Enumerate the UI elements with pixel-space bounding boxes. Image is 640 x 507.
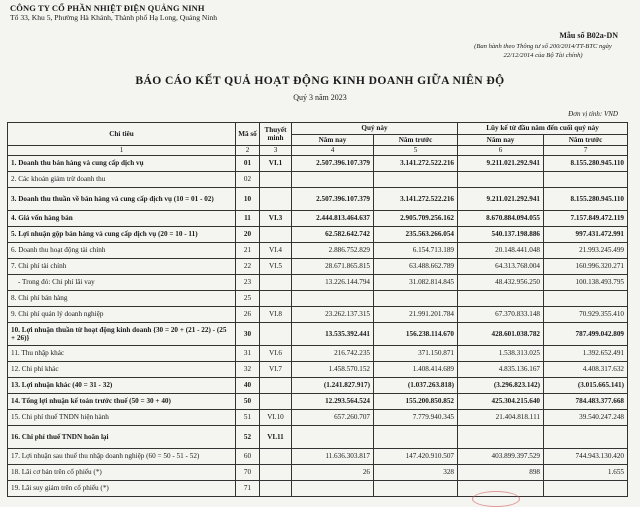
value-ytd-previous [544, 481, 628, 497]
row-note [260, 481, 292, 497]
row-label: 4. Giá vốn hàng bán [8, 211, 236, 227]
value-ytd-previous [544, 291, 628, 307]
row-label: 5. Lợi nhuận gộp bán hàng và cung cấp dịch vụ (20 = 10 - 11) [8, 227, 236, 243]
value-quarter-previous: 371.150.871 [374, 346, 458, 362]
value-quarter-previous: (1.037.263.818) [374, 378, 458, 394]
value-ytd-current: 428.601.038.782 [458, 323, 544, 346]
value-quarter-current [292, 481, 374, 497]
col-header-y-now: Năm nay [458, 134, 544, 146]
row-note: VI.8 [260, 307, 292, 323]
row-code: 50 [236, 394, 260, 410]
value-ytd-previous [544, 172, 628, 188]
row-note: VI.4 [260, 243, 292, 259]
value-ytd-previous: 160.996.320.271 [544, 259, 628, 275]
value-quarter-previous: 147.420.910.507 [374, 449, 458, 465]
value-ytd-current: 898 [458, 465, 544, 481]
value-quarter-previous: 21.991.201.784 [374, 307, 458, 323]
row-note: VI.1 [260, 156, 292, 172]
value-quarter-previous: 3.141.272.522.216 [374, 156, 458, 172]
row-label: 19. Lãi suy giảm trên cổ phiếu (*) [8, 481, 236, 497]
value-quarter-previous: 2.905.709.256.162 [374, 211, 458, 227]
row-label: 9. Chi phí quản lý doanh nghiệp [8, 307, 236, 323]
value-ytd-current: 8.670.884.094.055 [458, 211, 544, 227]
row-label: 11. Thu nhập khác [8, 346, 236, 362]
row-note: VI.11 [260, 426, 292, 449]
row-note [260, 394, 292, 410]
row-label: 16. Chi phí thuế TNDN hoãn lại [8, 426, 236, 449]
value-quarter-current: 26 [292, 465, 374, 481]
value-quarter-previous [374, 481, 458, 497]
table-row [8, 291, 628, 307]
row-code: 22 [236, 259, 260, 275]
value-ytd-current: 1.538.313.025 [458, 346, 544, 362]
row-note [260, 449, 292, 465]
value-quarter-current: 62.582.642.742 [292, 227, 374, 243]
row-label: 1. Doanh thu bán hàng và cung cấp dịch vụ [8, 156, 236, 172]
value-ytd-current: 540.137.198.886 [458, 227, 544, 243]
row-code: 23 [236, 275, 260, 291]
value-ytd-previous: 39.540.247.248 [544, 410, 628, 426]
row-note [260, 227, 292, 243]
row-note: VI.3 [260, 211, 292, 227]
col-header-q-now: Năm nay [292, 134, 374, 146]
value-ytd-current: 403.899.397.529 [458, 449, 544, 465]
value-quarter-previous: 31.082.814.845 [374, 275, 458, 291]
row-label: 17. Lợi nhuận sau thuế thu nhập doanh nghiệp (60 = 50 - 51 - 52) [8, 449, 236, 465]
value-quarter-current: 2.444.813.464.637 [292, 211, 374, 227]
value-ytd-current [458, 291, 544, 307]
row-code: 20 [236, 227, 260, 243]
value-ytd-previous: 997.431.472.991 [544, 227, 628, 243]
company-address: Tổ 33, Khu 5, Phường Hà Khánh, Thành phố Hạ Long, Quảng Ninh [10, 13, 218, 22]
col-index: 6 [458, 146, 544, 156]
value-ytd-current: 425.304.215.640 [458, 394, 544, 410]
row-code: 21 [236, 243, 260, 259]
value-ytd-previous: 70.929.355.410 [544, 307, 628, 323]
value-quarter-previous: 7.779.940.345 [374, 410, 458, 426]
value-ytd-previous: 21.993.245.499 [544, 243, 628, 259]
value-quarter-previous: 328 [374, 465, 458, 481]
row-note: VI.10 [260, 410, 292, 426]
col-header-chi-tieu: Chỉ tiêu [8, 123, 236, 146]
income-statement-table [7, 122, 628, 497]
row-code: 60 [236, 449, 260, 465]
column-index-row [8, 146, 628, 156]
row-code: 11 [236, 211, 260, 227]
col-header-ma-so: Mã số [236, 123, 260, 146]
value-quarter-current: 13.535.392.441 [292, 323, 374, 346]
row-note [260, 465, 292, 481]
table-row [8, 449, 628, 465]
row-note [260, 188, 292, 211]
table-row [8, 156, 628, 172]
table-row [8, 378, 628, 394]
row-code: 01 [236, 156, 260, 172]
row-label: 10. Lợi nhuận thuần từ hoạt động kinh doanh {30 = 20 + (21 - 22) - (25 + 26)} [8, 323, 236, 346]
row-code: 70 [236, 465, 260, 481]
row-code: 51 [236, 410, 260, 426]
red-stamp-mark [472, 491, 520, 507]
col-header-q-prev: Năm trước [374, 134, 458, 146]
row-note [260, 275, 292, 291]
value-quarter-previous [374, 426, 458, 449]
value-ytd-current: 9.211.021.292.941 [458, 156, 544, 172]
col-header-quy-nay: Quý này [292, 123, 458, 135]
value-quarter-current: 2.507.396.107.379 [292, 156, 374, 172]
col-index: 1 [8, 146, 236, 156]
row-label: - Trong đó: Chi phí lãi vay [8, 275, 236, 291]
value-quarter-current: 28.671.865.815 [292, 259, 374, 275]
table-row [8, 410, 628, 426]
value-ytd-current: 64.313.768.004 [458, 259, 544, 275]
value-quarter-previous [374, 172, 458, 188]
row-label: 12. Chi phí khác [8, 362, 236, 378]
table-row [8, 307, 628, 323]
value-quarter-previous: 1.408.414.689 [374, 362, 458, 378]
value-quarter-current: 13.226.144.794 [292, 275, 374, 291]
value-ytd-previous: 7.157.849.472.119 [544, 211, 628, 227]
row-note: VI.5 [260, 259, 292, 275]
row-label: 7. Chi phí tài chính [8, 259, 236, 275]
value-ytd-previous: 4.408.317.632 [544, 362, 628, 378]
col-index: 5 [374, 146, 458, 156]
row-note: VI.6 [260, 346, 292, 362]
col-index: 4 [292, 146, 374, 156]
table-row [8, 243, 628, 259]
row-note [260, 378, 292, 394]
value-ytd-previous: 744.943.130.420 [544, 449, 628, 465]
value-quarter-previous: 156.238.114.670 [374, 323, 458, 346]
value-ytd-previous: 787.499.042.809 [544, 323, 628, 346]
value-ytd-current [458, 172, 544, 188]
value-quarter-previous [374, 291, 458, 307]
table-row [8, 426, 628, 449]
row-label: 13. Lợi nhuận khác (40 = 31 - 32) [8, 378, 236, 394]
table-row [8, 323, 628, 346]
value-ytd-previous [544, 426, 628, 449]
value-ytd-current: 67.370.833.148 [458, 307, 544, 323]
table-row [8, 362, 628, 378]
table-row [8, 188, 628, 211]
value-quarter-current: 2.886.752.829 [292, 243, 374, 259]
value-quarter-previous: 155.200.850.852 [374, 394, 458, 410]
header-row-1 [8, 123, 628, 135]
value-ytd-current: 20.148.441.048 [458, 243, 544, 259]
value-quarter-current [292, 172, 374, 188]
col-header-thuyet-minh: Thuyết minh [260, 123, 292, 146]
value-quarter-previous: 6.154.713.189 [374, 243, 458, 259]
value-ytd-previous: 100.138.493.795 [544, 275, 628, 291]
table-row [8, 227, 628, 243]
col-header-y-prev: Năm trước [544, 134, 628, 146]
row-code: 10 [236, 188, 260, 211]
table-row [8, 275, 628, 291]
value-ytd-previous: 1.655 [544, 465, 628, 481]
value-quarter-current: 657.260.707 [292, 410, 374, 426]
col-index: 3 [260, 146, 292, 156]
value-quarter-previous: 235.563.266.054 [374, 227, 458, 243]
row-code: 31 [236, 346, 260, 362]
table-row [8, 465, 628, 481]
value-ytd-previous: 1.392.652.491 [544, 346, 628, 362]
row-code: 02 [236, 172, 260, 188]
value-quarter-current: 2.507.396.107.379 [292, 188, 374, 211]
table-row [8, 172, 628, 188]
col-index: 2 [236, 146, 260, 156]
report-title: BÁO CÁO KẾT QUẢ HOẠT ĐỘNG KINH DOANH GIỮA NIÊN ĐỘ [135, 74, 505, 87]
row-code: 25 [236, 291, 260, 307]
table-row [8, 394, 628, 410]
value-ytd-previous: 784.483.377.668 [544, 394, 628, 410]
row-label: 15. Chi phí thuế TNDN hiện hành [8, 410, 236, 426]
row-code: 30 [236, 323, 260, 346]
value-ytd-current: 21.404.818.111 [458, 410, 544, 426]
value-quarter-previous: 63.488.662.789 [374, 259, 458, 275]
value-ytd-current: 4.835.136.167 [458, 362, 544, 378]
value-ytd-current: 9.211.021.292.941 [458, 188, 544, 211]
currency-unit: Đơn vị tính: VND [568, 110, 618, 118]
table-row [8, 259, 628, 275]
value-quarter-current [292, 291, 374, 307]
value-quarter-current: (1.241.827.917) [292, 378, 374, 394]
row-code: 26 [236, 307, 260, 323]
row-label: 6. Doanh thu hoạt động tài chính [8, 243, 236, 259]
value-quarter-current: 216.742.235 [292, 346, 374, 362]
value-ytd-previous: 8.155.280.945.110 [544, 188, 628, 211]
row-label: 14. Tổng lợi nhuận kế toán trước thuế (50 = 30 + 40) [8, 394, 236, 410]
row-note [260, 291, 292, 307]
value-ytd-previous: (3.015.665.141) [544, 378, 628, 394]
report-period: Quý 3 năm 2023 [293, 93, 347, 102]
table-row [8, 346, 628, 362]
table-row [8, 211, 628, 227]
value-quarter-current [292, 426, 374, 449]
row-note [260, 172, 292, 188]
row-code: 52 [236, 426, 260, 449]
value-quarter-current: 11.636.303.817 [292, 449, 374, 465]
value-ytd-current: 48.432.956.250 [458, 275, 544, 291]
row-code: 71 [236, 481, 260, 497]
form-note: (Ban hành theo Thông tư số 200/2014/TT-BTC ngày 22/12/2014 của Bộ Tài chính) [474, 43, 612, 59]
form-number: Mẫu số B02a-DN [559, 31, 618, 40]
value-quarter-current: 12.293.564.524 [292, 394, 374, 410]
col-header-luy-ke: Lũy kế từ đầu năm đến cuối quý này [458, 123, 628, 135]
row-label: 18. Lãi cơ bản trên cổ phiếu (*) [8, 465, 236, 481]
col-index: 7 [544, 146, 628, 156]
row-code: 32 [236, 362, 260, 378]
value-ytd-current [458, 426, 544, 449]
company-name: CÔNG TY CỔ PHẦN NHIỆT ĐIỆN QUẢNG NINH [10, 3, 205, 13]
row-note: VI.7 [260, 362, 292, 378]
row-label: 3. Doanh thu thuần về bán hàng và cung cấp dịch vụ (10 = 01 - 02) [8, 188, 236, 211]
value-ytd-previous: 8.155.280.945.110 [544, 156, 628, 172]
table-row [8, 481, 628, 497]
value-quarter-current: 23.262.137.315 [292, 307, 374, 323]
row-label: 2. Các khoản giảm trừ doanh thu [8, 172, 236, 188]
value-quarter-previous: 3.141.272.522.216 [374, 188, 458, 211]
row-note [260, 323, 292, 346]
value-quarter-current: 1.458.570.152 [292, 362, 374, 378]
row-code: 40 [236, 378, 260, 394]
value-ytd-current: (3.296.823.142) [458, 378, 544, 394]
row-label: 8. Chi phí bán hàng [8, 291, 236, 307]
